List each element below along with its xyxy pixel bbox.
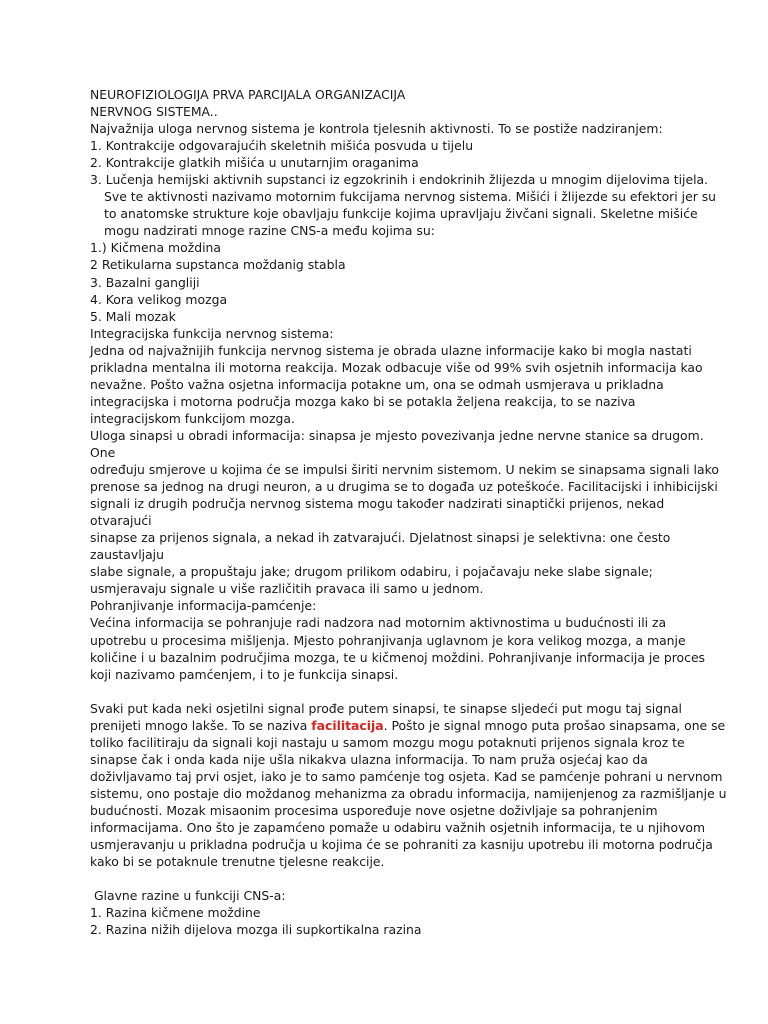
control-list-item: 3. Lučenja hemijski aktivnih supstanci iz egzokrinih i endokrinih žlijezda u mnogim dijelovima tijela.	[90, 172, 709, 188]
memory-paragraph-line: količine i u bazalnim područjima mozga, te u kičmenoj moždini. Pohranjivanje informacija je proces	[90, 649, 706, 665]
cns-level-item: 4. Kora velikog mozga	[90, 291, 228, 307]
control-list-item: 1. Kontrakcije odgovarajućih skeletnih mišića posvuda u tijelu	[90, 138, 474, 154]
document-title-line-2: NERVNOG SISTEMA..	[90, 104, 218, 120]
synapse-paragraph-line: slabe signale, a propuštaju jake; drugom prilikom odabiru, i pojačavaju neke slabe signale;	[90, 564, 653, 580]
cns-level-item: 2 Retikularna supstanca moždanig stabla	[90, 257, 346, 273]
facilitation-text-before: prenijeti mnogo lakše. To se naziva	[90, 717, 312, 733]
integrative-paragraph-line: nevažne. Pošto važna osjetna informacija potakne um, ona se odmah usmjerava u prikladna	[90, 376, 664, 392]
facilitation-paragraph-line: Svaki put kada neki osjetilni signal prođe putem sinapsi, te sinapse sljedeći put mogu taj signal	[90, 700, 682, 716]
cns-level-item: 3. Bazalni gangliji	[90, 274, 200, 290]
synapse-paragraph-line: usmjeravaju signale u više različitih pravaca ili samo u jednom.	[90, 581, 484, 597]
integrative-paragraph-line: prikladna mentalna ili motorna reakcija. Mozak odbacuje više od 99% svih osjetnih informacija kao	[90, 359, 703, 375]
synapse-paragraph-line: sinapse za prijenos signala, a nekad ih zatvarajući. Djelatnost sinapsi je selektivna: one često	[90, 530, 671, 546]
facilitation-paragraph-line: sistemu, ono postaje dio moždanog mehanizma za obradu informacija, namijenjenog za razmišljanje u	[90, 785, 727, 801]
cns-level-item: 5. Mali mozak	[90, 308, 176, 324]
memory-paragraph-line: koji nazivamo pamćenjem, i to je funkcija sinapsi.	[90, 666, 399, 682]
synapse-paragraph-line: Uloga sinapsi u obradi informacija: sinapsa je mjesto povezivanja jedne nervne stanice sa drugom.	[90, 427, 704, 443]
facilitation-paragraph-line: doživljavamo taj prvi osjet, iako je to samo pamćenje tog osjeta. Kad se pamćenje pohrani u nervnom	[90, 768, 723, 784]
facilitation-paragraph-line: kako bi se potaknule trenutne tjelesne reakcije.	[90, 854, 385, 870]
synapse-paragraph-line: otvarajući	[90, 513, 152, 529]
synapse-paragraph-line: signali iz drugih područja nervnog sistema mogu također nadzirati sinaptički prijenos, nekad	[90, 496, 665, 512]
integrative-paragraph-line: integracijska i motorna područja mozga kako bi se potakla željena reakcija, to se naziva	[90, 393, 636, 409]
effectors-paragraph-line: to anatomske strukture koje obavljaju funkcije kojima upravljaju živčani signali. Skeletne mišiće	[104, 206, 698, 222]
facilitation-term-highlight: facilitacija	[311, 717, 384, 733]
synapse-paragraph-line: određuju smjerove u kojima će se impulsi širiti nervnim sistemom. U nekim se sinapsama signali lako	[90, 462, 719, 478]
synapse-paragraph-line: One	[90, 444, 116, 460]
synapse-paragraph-line: prenose sa jednog na drugi neuron, a u drugima se to događa uz poteškoće. Facilitacijski i inhibicijski	[90, 479, 718, 495]
paragraph-spacer	[90, 870, 690, 887]
facilitation-paragraph-line: budućnosti. Mozak misaonim procesima uspoređuje nove osjetne doživljaje sa pohranjenim	[90, 802, 658, 818]
effectors-paragraph-line: mogu nadzirati mnoge razine CNS-a među kojima su:	[104, 223, 435, 239]
main-level-item: 1. Razina kičmene moždine	[90, 905, 261, 921]
document-page	[90, 86, 727, 938]
main-level-item: 2. Razina nižih dijelova mozga ili supkortikalna razina	[90, 922, 422, 938]
integrative-paragraph-line: Jedna od najvažnijih funkcija nervnog sistema je obrada ulazne informacije kako bi mogla nastati	[90, 342, 692, 358]
facilitation-paragraph-line	[90, 717, 726, 734]
facilitation-paragraph-line: informacijama. Ono što je zapamćeno pomaže u odabiru važnih osjetnih informacija, te u njihovom	[90, 819, 706, 835]
synapse-paragraph-line: zaustavljaju	[90, 547, 164, 563]
facilitation-text-after: . Pošto je signal mnogo puta prošao sinapsama, one se	[383, 717, 726, 733]
document-title-line-1: NEUROFIZIOLOGIJA PRVA PARCIJALA ORGANIZACIJA	[90, 87, 406, 102]
memory-heading: Pohranjivanje informacija-pamćenje:	[90, 598, 317, 614]
integrative-paragraph-line: integracijskom funkcijom mozga.	[90, 410, 295, 426]
control-list-item: 2. Kontrakcije glatkih mišića u unutarnjim oraganima	[90, 155, 419, 171]
facilitation-paragraph-line: toliko facilitiraju da signali koji nastaju u samom mozgu mogu potaknuti prijenos signala kroz te	[90, 734, 685, 750]
facilitation-paragraph-line: usmjeravanju u prikladna područja u kojima će se pohraniti za kasniju upotrebu ili motorna područja	[90, 837, 713, 853]
main-levels-heading: Glavne razine u funkciji CNS-a:	[90, 888, 286, 904]
memory-paragraph-line: upotrebu u procesima mišljenja. Mjesto pohranjivanja uglavnom je kora velikog mozga, a manje	[90, 632, 686, 648]
cns-level-item: 1.) Kičmena moždina	[90, 240, 221, 256]
integrative-heading: Integracijska funkcija nervnog sistema:	[90, 325, 334, 341]
memory-paragraph-line: Većina informacija se pohranjuje radi nadzora nad motornim aktivnostima u budućnosti ili za	[90, 615, 667, 631]
effectors-paragraph-line: Sve te aktivnosti nazivamo motornim fukcijama nervnog sistema. Mišići i žlijezde su efektori jer su	[104, 189, 717, 205]
facilitation-paragraph-line: sinapse čak i onda kada nije ušla nikakva ulazna informacija. To nam pruža osjećaj kao da	[90, 751, 648, 767]
paragraph-spacer	[90, 683, 690, 700]
intro-paragraph: Najvažnija uloga nervnog sistema je kontrola tjelesnih aktivnosti. To se postiže nadziranjem:	[90, 121, 663, 137]
